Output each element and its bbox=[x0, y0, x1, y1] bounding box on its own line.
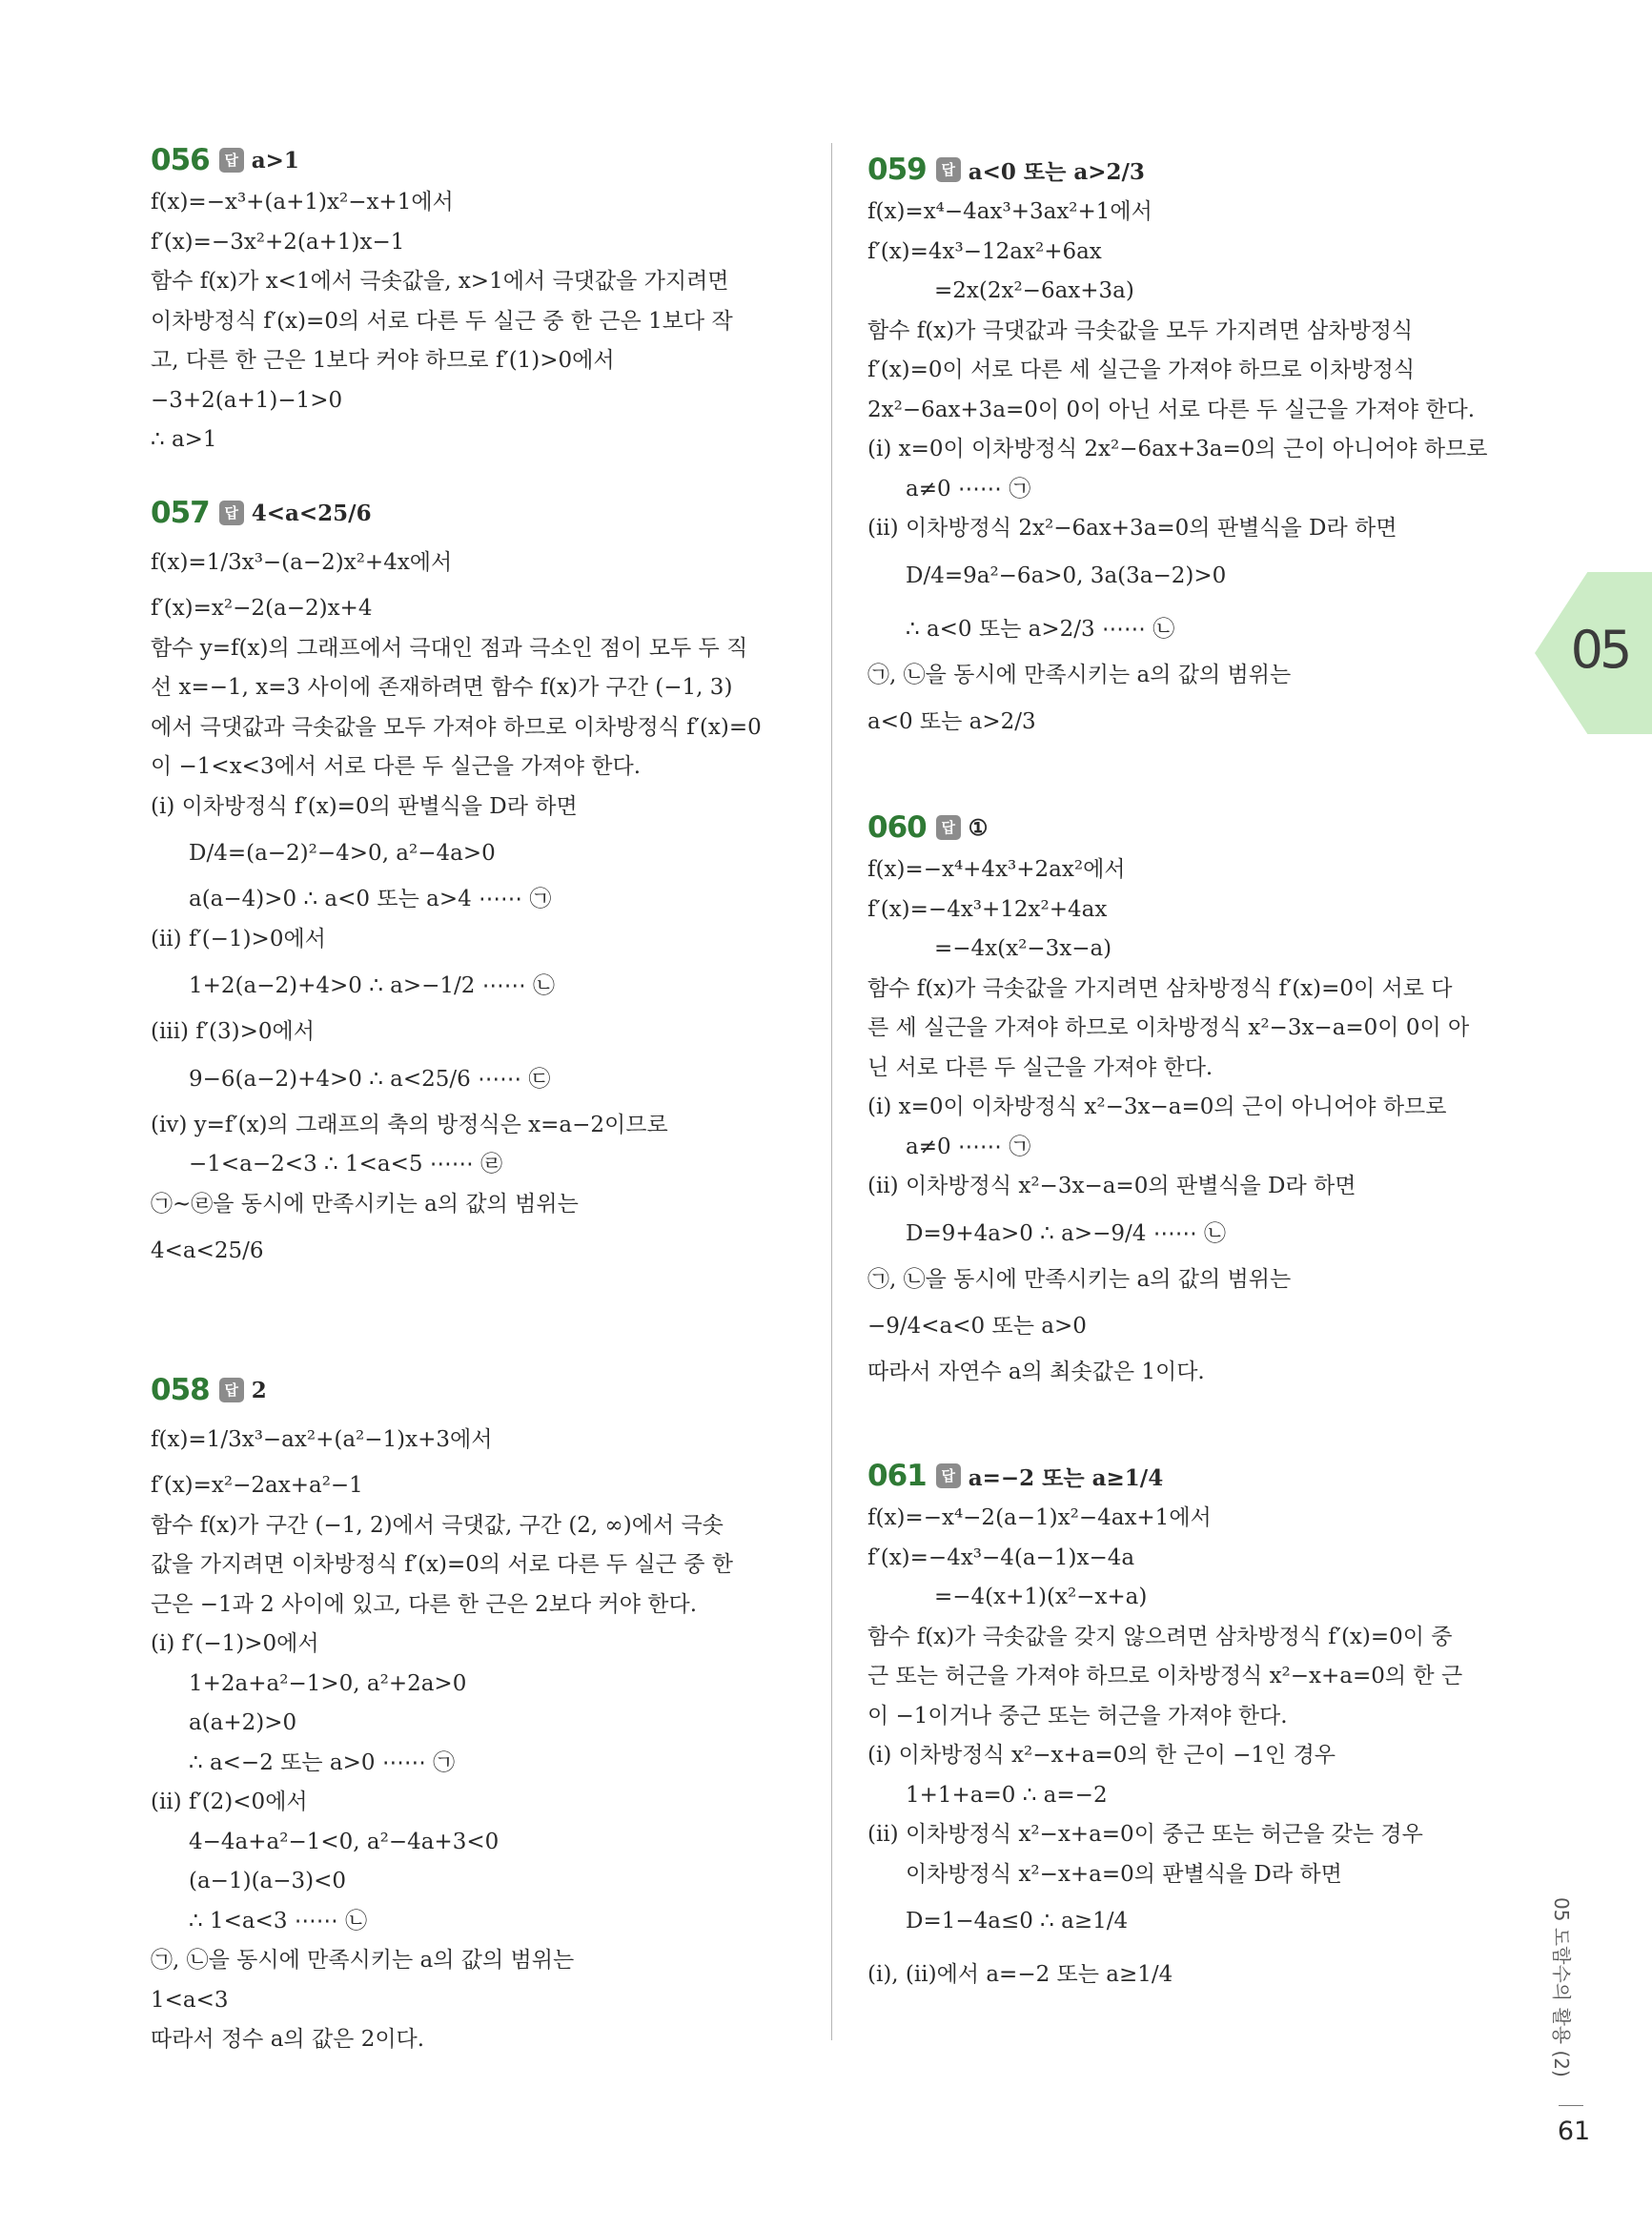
problem-header bbox=[867, 810, 1516, 845]
solution-line: 따라서 정수 a의 값은 2이다. bbox=[151, 2027, 425, 2052]
solution-line: (ⅰ) x=0이 이차방정식 x²−3x−a=0의 근이 아니어야 하므로 bbox=[867, 1095, 1447, 1119]
problem-061 bbox=[867, 1459, 1516, 2001]
solution-line: a(a+2)>0 bbox=[189, 1710, 297, 1735]
solution-line: 함수 y=f(x)의 그래프에서 극대인 점과 극소인 점이 모두 두 직 bbox=[151, 635, 748, 661]
solution-line: 이차방정식 f′(x)=0의 서로 다른 두 실근 중 한 근은 1보다 작 bbox=[151, 308, 733, 334]
solution-line: ㉠, ㉡을 동시에 만족시키는 a의 값의 범위는 bbox=[867, 1266, 1292, 1292]
problem-header bbox=[867, 153, 1516, 187]
answer: a=−2 또는 a≥1/4 bbox=[968, 1464, 1164, 1491]
solution-line: −3+2(a+1)−1>0 bbox=[151, 387, 343, 413]
problem-number: 059 bbox=[867, 153, 927, 187]
problem-header bbox=[151, 143, 799, 177]
problem-header bbox=[151, 1373, 799, 1407]
answer: a<0 또는 a>2/3 bbox=[968, 158, 1145, 185]
solution-line: =2x(2x²−6ax+3a) bbox=[934, 278, 1134, 303]
answer-tag-icon: 답 bbox=[219, 501, 244, 525]
column-divider bbox=[831, 143, 832, 2040]
solution-line: f(x)=−x³+(a+1)x²−x+1에서 bbox=[151, 190, 454, 215]
solution-line: D=9+4a>0 ∴ a>−9/4 ⋯⋯ ㉡ bbox=[906, 1220, 1227, 1246]
solution-line: 1+2a+a²−1>0, a²+2a>0 bbox=[189, 1670, 467, 1696]
solution-line: f′(x)=4x³−12ax²+6ax bbox=[867, 238, 1102, 264]
solution-line: f(x)=−x⁴+4x³+2ax²에서 bbox=[867, 857, 1126, 882]
solution-line: 함수 f(x)가 극댓값과 극솟값을 모두 가지려면 삼차방정식 bbox=[867, 317, 1414, 343]
left-column bbox=[151, 143, 799, 2060]
solution-line: 선 x=−1, x=3 사이에 존재하려면 함수 f(x)가 구간 (−1, 3) bbox=[151, 675, 733, 700]
answer-tag-icon: 답 bbox=[936, 1463, 961, 1488]
right-column bbox=[867, 153, 1516, 2001]
solution-line: (ⅱ) 이차방정식 2x²−6ax+3a=0의 판별식을 D라 하면 bbox=[867, 516, 1397, 541]
solution-line: 닌 서로 다른 두 실근을 가져야 한다. bbox=[867, 1054, 1214, 1080]
solution-line: 함수 f(x)가 구간 (−1, 2)에서 극댓값, 구간 (2, ∞)에서 극솟 bbox=[151, 1512, 724, 1538]
solution-line: f′(x)=x²−2(a−2)x+4 bbox=[151, 596, 373, 621]
solution-line: 9−6(a−2)+4>0 ∴ a<25/6 ⋯⋯ ㉢ bbox=[189, 1066, 551, 1092]
chapter-label: 05 도함수의 활용 (2) bbox=[1550, 1897, 1573, 2077]
answer-tag-icon: 답 bbox=[219, 148, 244, 173]
solution-line: ∴ a>1 bbox=[151, 427, 217, 452]
solution-line: (ⅱ) f′(−1)>0에서 bbox=[151, 926, 326, 951]
solution-line: D=1−4a≤0 ∴ a≥1/4 bbox=[906, 1909, 1129, 1933]
solution-line: (a−1)(a−3)<0 bbox=[189, 1869, 347, 1893]
solution-line: a≠0 ⋯⋯ ㉠ bbox=[906, 476, 1031, 501]
solution-line: (ⅰ) 이차방정식 x²−x+a=0의 한 근이 −1인 경우 bbox=[867, 1743, 1336, 1768]
solution-line: 근은 −1과 2 사이에 있고, 다른 한 근은 2보다 커야 한다. bbox=[151, 1591, 698, 1617]
solution-line: 함수 f(x)가 x<1에서 극솟값을, x>1에서 극댓값을 가지려면 bbox=[151, 269, 729, 294]
solution-line: 이 −1<x<3에서 서로 다른 두 실근을 가져야 한다. bbox=[151, 754, 642, 779]
solution-line: f(x)=1/3x³−(a−2)x²+4x에서 bbox=[151, 550, 453, 575]
solution-line: 따라서 자연수 a의 최솟값은 1이다. bbox=[867, 1360, 1205, 1384]
solution-line: 함수 f(x)가 극솟값을 가지려면 삼차방정식 f′(x)=0이 서로 다 bbox=[867, 975, 1453, 1001]
solution-line: f(x)=1/3x³−ax²+(a²−1)x+3에서 bbox=[151, 1427, 493, 1452]
solution-line: 1<a<3 bbox=[151, 1987, 229, 2013]
solution-line: 이차방정식 x²−x+a=0의 판별식을 D라 하면 bbox=[906, 1861, 1342, 1887]
solution-line: 이 −1이거나 중근 또는 허근을 가져야 한다. bbox=[867, 1703, 1288, 1729]
solution-line: f′(x)=−3x²+2(a+1)x−1 bbox=[151, 229, 405, 255]
problem-056 bbox=[151, 143, 799, 458]
problem-header bbox=[867, 1459, 1516, 1493]
solution-line: a<0 또는 a>2/3 bbox=[867, 709, 1036, 734]
problem-057 bbox=[151, 496, 799, 1344]
problem-058 bbox=[151, 1373, 799, 2060]
solution-line: (ⅳ) y=f′(x)의 그래프의 축의 방정식은 x=a−2이므로 bbox=[151, 1112, 668, 1137]
solution-line: (ⅲ) f′(3)>0에서 bbox=[151, 1019, 315, 1044]
problem-number: 057 bbox=[151, 496, 210, 530]
solution-line: (ⅱ) 이차방정식 x²−x+a=0이 중근 또는 허근을 갖는 경우 bbox=[867, 1822, 1423, 1847]
solution-line: f(x)=x⁴−4ax³+3ax²+1에서 bbox=[867, 199, 1152, 224]
answer-tag-icon: 답 bbox=[219, 1378, 244, 1402]
solution-line: (ⅰ) f′(−1)>0에서 bbox=[151, 1631, 319, 1656]
problem-number: 060 bbox=[867, 810, 927, 845]
solution-line: =−4x(x²−3x−a) bbox=[934, 936, 1112, 961]
solution-line: (ⅰ), (ⅱ)에서 a=−2 또는 a≥1/4 bbox=[867, 1962, 1173, 1987]
solution-line: f′(x)=x²−2ax+a²−1 bbox=[151, 1473, 363, 1498]
problem-059 bbox=[867, 153, 1516, 763]
page-number-rule bbox=[1559, 2105, 1583, 2106]
answer-tag-icon: 답 bbox=[936, 815, 961, 840]
solution-line: (ⅰ) x=0이 이차방정식 2x²−6ax+3a=0의 근이 아니어야 하므로 bbox=[867, 437, 1488, 461]
solution-line: 른 세 실근을 가져야 하므로 이차방정식 x²−3x−a=0이 0이 아 bbox=[867, 1015, 1470, 1040]
problem-060 bbox=[867, 810, 1516, 1421]
answer: a>1 bbox=[251, 147, 299, 174]
solution-line: 값을 가지려면 이차방정식 f′(x)=0의 서로 다른 두 실근 중 한 bbox=[151, 1552, 733, 1577]
solution-line: (ⅰ) 이차방정식 f′(x)=0의 판별식을 D라 하면 bbox=[151, 793, 578, 819]
answer: 4<a<25/6 bbox=[251, 500, 372, 526]
solution-line: 2x²−6ax+3a=0이 0이 아닌 서로 다른 두 실근을 가져야 한다. bbox=[867, 397, 1476, 422]
solution-line: ∴ a<−2 또는 a>0 ⋯⋯ ㉠ bbox=[189, 1749, 456, 1775]
page-number: 61 bbox=[1557, 2117, 1591, 2146]
answer: 2 bbox=[251, 1377, 267, 1403]
problem-number: 058 bbox=[151, 1373, 210, 1407]
problem-number: 061 bbox=[867, 1459, 927, 1493]
solution-line: (ⅱ) 이차방정식 x²−3x−a=0의 판별식을 D라 하면 bbox=[867, 1174, 1356, 1198]
solution-line: 4<a<25/6 bbox=[151, 1238, 264, 1263]
solution-line: ㉠, ㉡을 동시에 만족시키는 a의 값의 범위는 bbox=[867, 662, 1292, 687]
solution-line: ㉠, ㉡을 동시에 만족시키는 a의 값의 범위는 bbox=[151, 1948, 575, 1973]
solution-line: (ⅱ) f′(2)<0에서 bbox=[151, 1790, 308, 1814]
solution-line: D/4=9a²−6a>0, 3a(3a−2)>0 bbox=[906, 563, 1227, 588]
solution-line: D/4=(a−2)²−4>0, a²−4a>0 bbox=[189, 841, 496, 866]
solution-line: −9/4<a<0 또는 a>0 bbox=[867, 1314, 1087, 1339]
solution-line: 1+1+a=0 ∴ a=−2 bbox=[906, 1782, 1108, 1808]
answer-tag-icon: 답 bbox=[936, 157, 961, 182]
solution-line: −1<a−2<3 ∴ 1<a<5 ⋯⋯ ㉣ bbox=[189, 1152, 503, 1176]
solution-line: 함수 f(x)가 극솟값을 갖지 않으려면 삼차방정식 f′(x)=0이 중 bbox=[867, 1624, 1453, 1649]
problem-number: 056 bbox=[151, 143, 210, 177]
solution-line: f′(x)=0이 서로 다른 세 실근을 가져야 하므로 이차방정식 bbox=[867, 358, 1416, 382]
problem-header bbox=[151, 496, 799, 530]
solution-line: f′(x)=−4x³−4(a−1)x−4a bbox=[867, 1545, 1135, 1570]
solution-line: a≠0 ⋯⋯ ㉠ bbox=[906, 1134, 1031, 1159]
solution-line: ∴ 1<a<3 ⋯⋯ ㉡ bbox=[189, 1908, 368, 1933]
solution-line: f(x)=−x⁴−2(a−1)x²−4ax+1에서 bbox=[867, 1505, 1212, 1530]
solution-line: ㉠~㉣을 동시에 만족시키는 a의 값의 범위는 bbox=[151, 1191, 579, 1217]
solution-line: 에서 극댓값과 극솟값을 모두 가져야 하므로 이차방정식 f′(x)=0 bbox=[151, 714, 762, 740]
solution-line: 고, 다른 한 근은 1보다 커야 하므로 f′(1)>0에서 bbox=[151, 348, 615, 373]
solution-line: ∴ a<0 또는 a>2/3 ⋯⋯ ㉡ bbox=[906, 616, 1175, 642]
solution-line: f′(x)=−4x³+12x²+4ax bbox=[867, 896, 1108, 922]
solution-line: =−4(x+1)(x²−x+a) bbox=[934, 1585, 1148, 1609]
chapter-number: 05 bbox=[1570, 620, 1629, 680]
answer: ① bbox=[968, 814, 989, 841]
solution-line: 4−4a+a²−1<0, a²−4a+3<0 bbox=[189, 1829, 500, 1854]
solution-line: a(a−4)>0 ∴ a<0 또는 a>4 ⋯⋯ ㉠ bbox=[189, 887, 552, 911]
solution-line: 근 또는 허근을 가져야 하므로 이차방정식 x²−x+a=0의 한 근 bbox=[867, 1664, 1463, 1688]
solution-line: 1+2(a−2)+4>0 ∴ a>−1/2 ⋯⋯ ㉡ bbox=[189, 973, 556, 998]
